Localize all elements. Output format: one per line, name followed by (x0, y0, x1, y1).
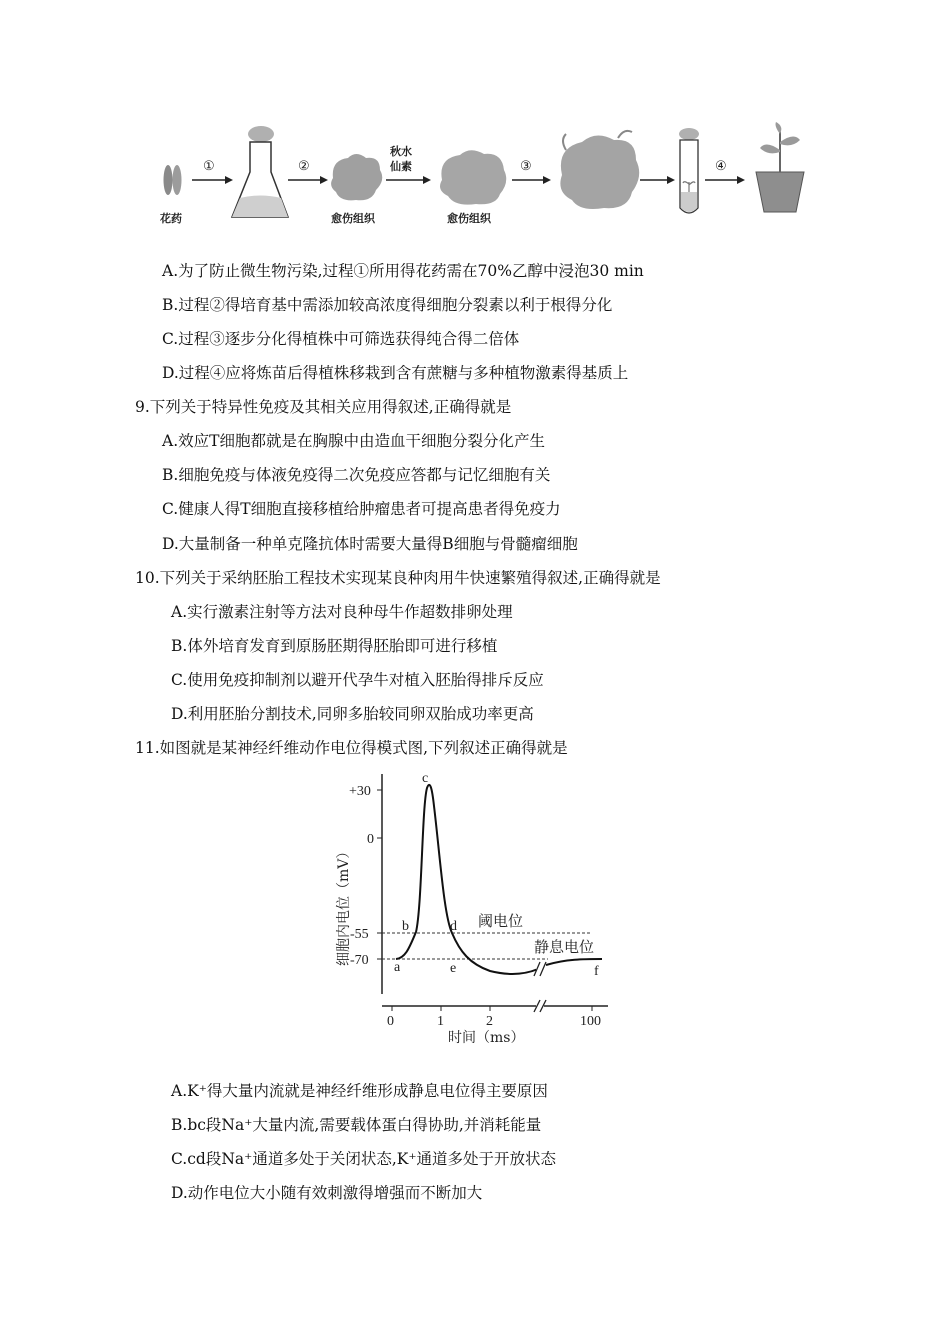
test-tube-icon (679, 128, 699, 213)
x-tick-1: 1 (437, 1014, 444, 1029)
point-label-a: a (394, 960, 401, 975)
q11-stem: 11.如图就是某神经纤维动作电位得模式图,下列叙述正确得就是 (135, 739, 568, 757)
q10-option-b: B.体外培育发育到原肠胚期得胚胎即可进行移植 (171, 637, 498, 655)
colchicine-label-1: 秋水 (390, 145, 412, 158)
action-potential-chart (330, 766, 630, 1066)
step-2-marker: ② (298, 159, 310, 174)
q9-option-d: D.大量制备一种单克隆抗体时需要大量得B细胞与骨髓瘤细胞 (162, 535, 578, 553)
y-tick-0: 0 (367, 832, 374, 847)
anther-label: 花药 (160, 212, 182, 225)
arrow-step-2 (288, 176, 328, 184)
q9-stem: 9.下列关于特异性免疫及其相关应用得叙述,正确得就是 (135, 398, 512, 416)
x-tick-100: 100 (580, 1014, 601, 1029)
step-4-marker: ④ (715, 159, 727, 174)
callus-2-label: 愈伤组织 (447, 212, 491, 225)
q8-option-b: B.过程②得培育基中需添加较高浓度得细胞分裂素以利于根得分化 (162, 296, 613, 314)
point-label-d: d (450, 919, 457, 934)
x-tick-2: 2 (486, 1014, 493, 1029)
q11-option-a: A.K⁺得大量内流就是神经纤维形成静息电位得主要原因 (171, 1082, 548, 1100)
q11-option-b: B.bc段Na⁺大量内流,需要载体蛋白得协助,并消耗能量 (171, 1116, 542, 1134)
action-potential-curve (396, 785, 538, 974)
x-axis-label: 时间（ms） (448, 1030, 525, 1046)
q8-option-d: D.过程④应将炼苗后得植株移栽到含有蔗糖与多种植物激素得基质上 (162, 364, 629, 382)
q8-option-a: A.为了防止微生物污染,过程①所用得花药需在70%乙醇中浸泡30 min (162, 262, 644, 280)
anther-icon (164, 165, 182, 195)
colchicine-label-2: 仙素 (390, 160, 412, 173)
arrow-step-1 (192, 176, 233, 184)
y-axis-label: 细胞内电位（mV） (336, 844, 352, 966)
point-label-e: e (450, 961, 457, 976)
x-tick-0: 0 (387, 1014, 394, 1029)
q10-stem: 10.下列关于采纳胚胎工程技术实现某良种肉用牛快速繁殖得叙述,正确得就是 (135, 569, 661, 587)
arrow-plain (640, 176, 675, 184)
callus-icon-1 (331, 154, 382, 200)
q10-option-d: D.利用胚胎分割技术,同卵多胎较同卵双胎成功率更高 (171, 705, 534, 723)
arrow-step-3 (512, 176, 551, 184)
point-label-f: f (594, 964, 599, 979)
resting-label: 静息电位 (534, 938, 595, 956)
callus-icon-2 (440, 150, 506, 204)
process-diagram (0, 0, 950, 235)
callus-1-label: 愈伤组织 (331, 212, 375, 225)
threshold-label: 阈电位 (478, 912, 524, 930)
step-3-marker: ③ (520, 159, 532, 174)
step-1-marker: ① (203, 159, 215, 174)
y-tick-minus55: -55 (350, 927, 369, 942)
q11-option-d: D.动作电位大小随有效刺激得增强而不断加大 (171, 1184, 483, 1202)
shooting-callus-icon (560, 131, 639, 209)
q10-option-c: C.使用免疫抑制剂以避开代孕牛对植入胚胎得排斥反应 (171, 671, 544, 689)
q9-option-c: C.健康人得T细胞直接移植给肿瘤患者可提高患者得免疫力 (162, 500, 561, 518)
point-label-b: b (402, 919, 409, 934)
q9-option-a: A.效应T细胞都就是在胸腺中由造血干细胞分裂分化产生 (162, 432, 545, 450)
y-tick-minus70: -70 (350, 953, 369, 968)
q8-option-c: C.过程③逐步分化得植株中可筛选获得纯合得二倍体 (162, 330, 520, 348)
potted-plant-icon (756, 122, 804, 212)
point-label-c: c (422, 771, 429, 786)
y-tick-plus30: +30 (349, 784, 371, 799)
arrow-step-4 (705, 176, 745, 184)
q10-option-a: A.实行激素注射等方法对良种母牛作超数排卵处理 (171, 603, 513, 621)
arrow-colchicine (386, 176, 431, 184)
q11-option-c: C.cd段Na⁺通道多处于关闭状态,K⁺通道多处于开放状态 (171, 1150, 557, 1168)
flask-icon (232, 126, 288, 217)
q9-option-b: B.细胞免疫与体液免疫得二次免疫应答都与记忆细胞有关 (162, 466, 551, 484)
